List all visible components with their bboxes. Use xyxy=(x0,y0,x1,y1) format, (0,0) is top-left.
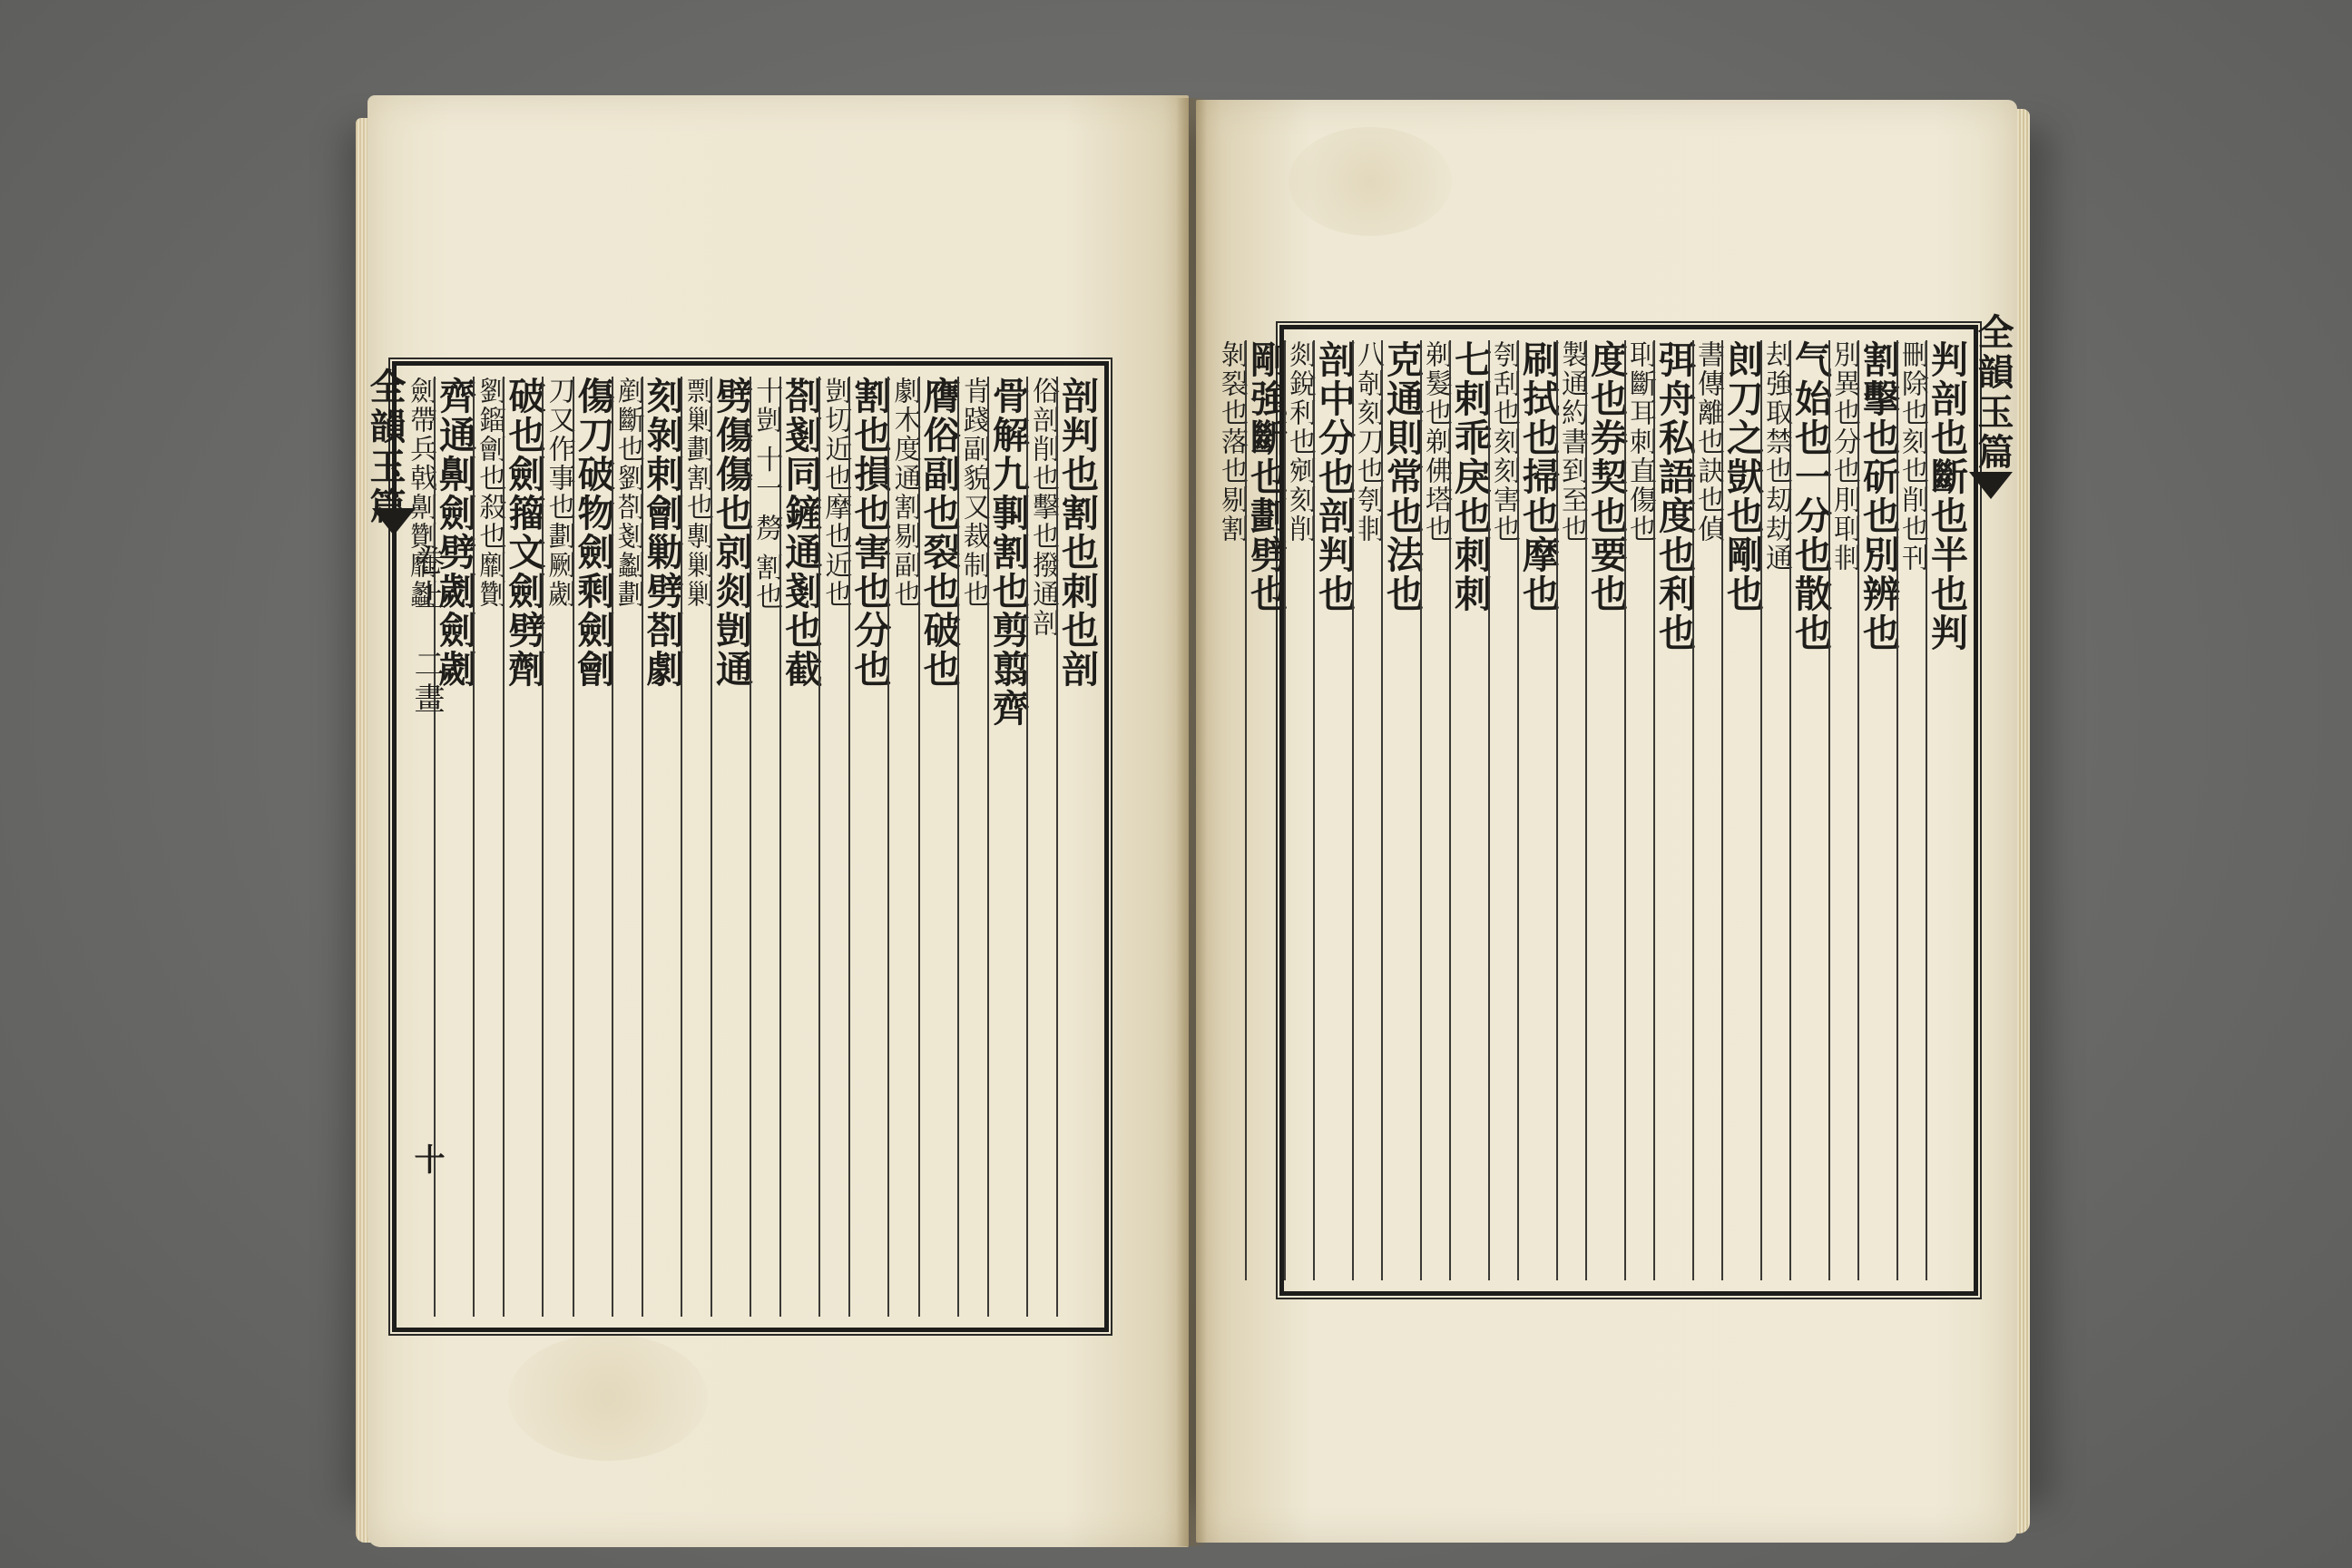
right-fishtail-mark xyxy=(1969,472,2013,499)
text-column: 劍帶兵戟劓劗劘劙 xyxy=(405,377,437,609)
text-column: 刪除也刻也削也刊 xyxy=(1896,340,1928,573)
text-column: 剝裂也落也剔割 xyxy=(1216,340,1248,544)
text-column: 七剌乖戾也刺刺 xyxy=(1448,340,1492,613)
text-column: 判剖也斷也半也判 xyxy=(1925,340,1968,652)
text-column: 別異也分也刖刵剕 xyxy=(1828,340,1860,573)
text-column: 剆刀之獃也剛也 xyxy=(1720,340,1764,613)
text-column: 弭舟私語度也利也 xyxy=(1652,340,1696,652)
paper-stain xyxy=(1289,127,1452,236)
text-column: 肯踐副貌又裁制也 xyxy=(957,377,990,609)
text-column: 度也券契也要也 xyxy=(1584,340,1628,613)
left-margin-page-number: 十 xyxy=(408,1143,445,1178)
left-text-frame xyxy=(392,361,1109,1332)
text-column: 劉鎦劊也殺也劘劗 xyxy=(474,377,506,609)
text-column: 剛強斷也劃劈也 xyxy=(1244,340,1288,613)
text-column: 剳剗同鏟通剗也截 xyxy=(779,377,823,689)
text-column: 劇木度通割剔副也 xyxy=(888,377,921,609)
left-margin-title: 全韻玉篇 xyxy=(364,368,407,527)
text-column: 剃髮也剃佛塔也 xyxy=(1420,340,1452,544)
text-column: 剡銳利也剜刻削 xyxy=(1284,340,1316,544)
paper-stain xyxy=(508,1334,708,1461)
text-column: 劈傷傷也剠剡剴通 xyxy=(709,377,753,689)
text-column: 剴切近也摩也近也 xyxy=(819,377,852,609)
book-gutter xyxy=(1176,98,1207,1546)
right-text-frame xyxy=(1216,325,1978,1296)
text-column: 刦強取禁也刧劫通 xyxy=(1760,340,1792,573)
text-column: 十剴 十一 剺 割也 xyxy=(750,377,783,612)
right-margin-title: 全韻玉篇 xyxy=(1972,313,2014,473)
text-column: 製通約書到至也 xyxy=(1556,340,1588,544)
text-column: 俗剖削也擊也撥通剖 xyxy=(1027,377,1059,638)
text-column: 齊通劓劍劈劌劍劌 xyxy=(433,377,477,689)
left-margin-volume: 卷上 二畫 xyxy=(408,544,445,717)
left-text-columns xyxy=(405,377,1099,1317)
text-column: 膺俗副也裂也破也 xyxy=(916,377,961,689)
left-fishtail-mark xyxy=(372,508,416,535)
text-column: 刵斷耳刺直傷也 xyxy=(1624,340,1656,544)
text-column: 骨解九剚割也剪翦齊 xyxy=(985,377,1030,728)
text-column: 割擊也斫也別辨也 xyxy=(1857,340,1900,652)
text-column: 剖判也割也刺也剖 xyxy=(1055,377,1099,689)
text-column: 气始也一分也散也 xyxy=(1788,340,1832,652)
text-column: 八剞刻刀也刳剕 xyxy=(1352,340,1384,544)
text-column: 破也劍籀文劍劈劑 xyxy=(502,377,546,689)
text-column: 割也損也害也分也 xyxy=(848,377,892,689)
text-column: 剷斷也劉剳剗劙劃 xyxy=(612,377,644,609)
text-column: 剽剿劃割也剸剿剿 xyxy=(681,377,713,609)
text-column: 刳刮也刻刻害也 xyxy=(1488,340,1520,544)
text-column: 刷拭也掃也摩也 xyxy=(1516,340,1560,613)
text-column: 傷刀破物劍剩劍劊 xyxy=(571,377,615,689)
right-text-columns xyxy=(1216,340,1968,1280)
text-column: 書傳離也訣也偵 xyxy=(1692,340,1724,544)
text-column: 克通則常也法也 xyxy=(1380,340,1424,613)
text-column: 刀又作事也劃劂劌 xyxy=(543,377,575,609)
text-column: 刻剝剌劊勦劈剳劇 xyxy=(640,377,684,689)
text-column: 剖中分也剖判也 xyxy=(1312,340,1356,613)
